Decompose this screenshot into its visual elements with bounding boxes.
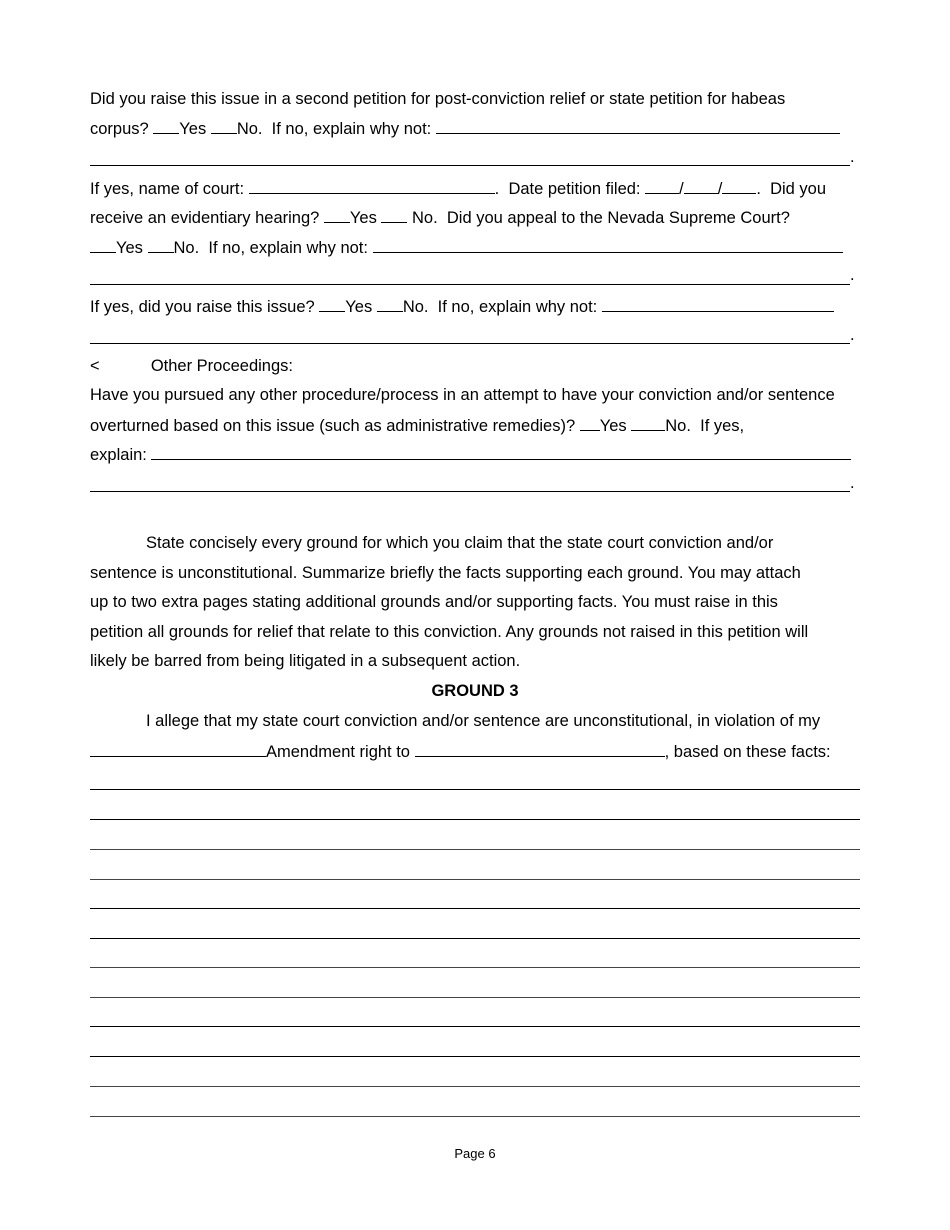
second-petition-question: Did you raise this issue in a second petition for post-conviction relief or state petition for habeas bbox=[90, 90, 786, 108]
instructions-line-3: up to two extra pages stating additional grounds and/or supporting facts. You must raise in this bbox=[90, 593, 778, 611]
facts-line[interactable] bbox=[90, 908, 860, 909]
facts-line[interactable] bbox=[90, 967, 860, 968]
date-month-field[interactable] bbox=[645, 177, 679, 194]
explain-field[interactable] bbox=[436, 117, 840, 134]
facts-line[interactable] bbox=[90, 879, 860, 880]
appeal-explain-continued[interactable] bbox=[90, 284, 850, 285]
ground-title: GROUND 3 bbox=[431, 682, 519, 700]
other-proceedings-answer-row: overturned based on this issue (such as administrative remedies)? Yes No. If yes, bbox=[90, 414, 744, 436]
other-proceedings-question: Have you pursued any other procedure/process in an attempt to have your conviction and/or sentence bbox=[90, 386, 835, 404]
raise-issue-row: If yes, did you raise this issue? Yes No. If no, explain why not: bbox=[90, 295, 834, 317]
instructions-line-4: petition all grounds for relief that relate to this conviction. Any grounds not raised in this petition will bbox=[90, 623, 809, 641]
date-year-field[interactable] bbox=[722, 177, 756, 194]
appeal-answer-row: Yes No. If no, explain why not: bbox=[90, 236, 843, 258]
date-day-field[interactable] bbox=[684, 177, 718, 194]
instructions-line-1: State concisely every ground for which you claim that the state court conviction and/or bbox=[146, 534, 774, 552]
facts-line[interactable] bbox=[90, 1086, 860, 1087]
other-explain-row: explain: bbox=[90, 443, 851, 465]
appeal-explain-field[interactable] bbox=[373, 236, 843, 253]
hearing-yes-blank[interactable] bbox=[324, 206, 350, 223]
yes-blank[interactable] bbox=[153, 117, 179, 134]
facts-line[interactable] bbox=[90, 997, 860, 998]
facts-line[interactable] bbox=[90, 819, 860, 820]
facts-line[interactable] bbox=[90, 1056, 860, 1057]
no-blank[interactable] bbox=[211, 117, 237, 134]
facts-line[interactable] bbox=[90, 849, 860, 850]
instructions-line-2: sentence is unconstitutional. Summarize briefly the facts supporting each ground. You may attach bbox=[90, 564, 801, 582]
period-mark: . bbox=[850, 266, 855, 284]
facts-line[interactable] bbox=[90, 1026, 860, 1027]
right-field[interactable] bbox=[415, 740, 665, 757]
other-explain-continued[interactable] bbox=[90, 491, 850, 492]
ground-amendment-row: Amendment right to , based on these facts: bbox=[90, 740, 831, 762]
other-explain-field[interactable] bbox=[151, 443, 851, 460]
court-name-field[interactable] bbox=[249, 177, 495, 194]
period-mark: . bbox=[850, 326, 855, 344]
period-mark: . bbox=[850, 474, 855, 492]
raise-yes-blank[interactable] bbox=[319, 295, 345, 312]
facts-line[interactable] bbox=[90, 1116, 860, 1117]
instructions-line-5: likely be barred from being litigated in a subsequent action. bbox=[90, 652, 521, 670]
explain-field-continued[interactable] bbox=[90, 165, 850, 166]
appeal-yes-blank[interactable] bbox=[90, 236, 116, 253]
page-number: Page 6 bbox=[454, 1146, 496, 1161]
evidentiary-hearing-row: receive an evidentiary hearing? Yes No. Did you appeal to the Nevada Supreme Court? bbox=[90, 206, 790, 228]
facts-line[interactable] bbox=[90, 938, 860, 939]
hearing-no-blank[interactable] bbox=[381, 206, 407, 223]
facts-line[interactable] bbox=[90, 789, 860, 790]
raise-explain-field[interactable] bbox=[602, 295, 834, 312]
other-no-blank[interactable] bbox=[631, 414, 665, 431]
raise-explain-continued[interactable] bbox=[90, 343, 850, 344]
court-name-row: If yes, name of court: . Date petition filed: / / . Did you bbox=[90, 177, 826, 199]
ground-allegation-line: I allege that my state court conviction and/or sentence are unconstitutional, in violation of my bbox=[146, 712, 821, 730]
other-yes-blank[interactable] bbox=[580, 414, 600, 431]
other-proceedings-heading: < Other Proceedings: bbox=[90, 357, 293, 375]
appeal-no-blank[interactable] bbox=[148, 236, 174, 253]
second-petition-answer-row: corpus? Yes No. If no, explain why not: bbox=[90, 117, 840, 139]
amendment-field[interactable] bbox=[90, 740, 266, 757]
raise-no-blank[interactable] bbox=[377, 295, 403, 312]
